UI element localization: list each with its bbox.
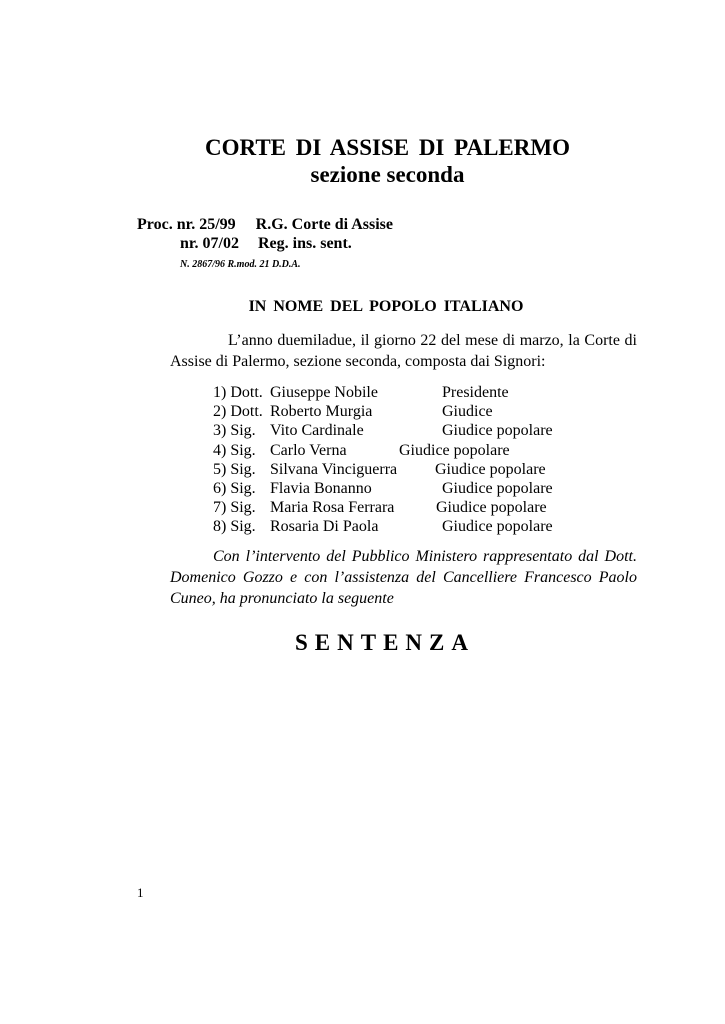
member-index: 2) Dott. xyxy=(213,403,263,421)
member-index: 6) Sig. xyxy=(213,479,256,497)
sentence-number: nr. 07/02 xyxy=(180,235,239,252)
proceeding-number: Proc. nr. 25/99 xyxy=(137,216,236,233)
intervention-paragraph: Con l’intervento del Pubblico Ministero rappresentato dal Dott. Domenico Gozzo e con l’assistenza del Cancelliere Francesco Paolo Cuneo, ha pronunciato la seguente xyxy=(170,548,637,607)
member-name: Silvana Vinciguerra xyxy=(270,460,398,478)
member-role: Giudice popolare xyxy=(442,479,553,497)
verdict-heading: SENTENZA xyxy=(295,630,475,655)
member-name: Flavia Bonanno xyxy=(270,479,372,497)
member-index: 3) Sig. xyxy=(213,422,256,440)
member-name: Carlo Verna xyxy=(270,441,347,459)
member-name: Giuseppe Nobile xyxy=(270,384,378,401)
member-role: Giudice xyxy=(442,403,493,421)
member-index: 1) Dott. xyxy=(213,384,263,401)
member-index: 5) Sig. xyxy=(213,460,256,478)
court-section: sezione seconda xyxy=(310,162,465,187)
member-role: Giudice popolare xyxy=(442,518,553,536)
member-role: Presidente xyxy=(442,384,509,401)
member-role: Giudice popolare xyxy=(436,499,547,517)
member-index: 7) Sig. xyxy=(213,499,256,517)
proceeding-reference: N. 2867/96 R.mod. 21 D.D.A. xyxy=(180,259,301,270)
member-name: Rosaria Di Paola xyxy=(270,518,379,536)
member-name: Roberto Murgia xyxy=(270,403,373,421)
member-index: 8) Sig. xyxy=(213,518,256,536)
member-role: Giudice popolare xyxy=(442,422,553,440)
member-role: Giudice popolare xyxy=(435,460,546,478)
proceeding-line-1 xyxy=(137,216,393,234)
member-name: Vito Cardinale xyxy=(270,422,364,440)
people-formula: IN NOME DEL POPOLO ITALIANO xyxy=(248,298,524,315)
intro-paragraph: L’anno duemiladue, il giorno 22 del mese di marzo, la Corte di Assise di Palermo, sezione seconda, composta dai Signori: xyxy=(170,332,637,370)
proceeding-registry: R.G. Corte di Assise xyxy=(255,216,393,233)
page-number: 1 xyxy=(137,885,144,900)
proceeding-line-2 xyxy=(180,235,352,253)
sentence-registry: Reg. ins. sent. xyxy=(257,235,352,252)
member-index: 4) Sig. xyxy=(213,441,256,459)
court-title: CORTE DI ASSISE DI PALERMO xyxy=(205,135,570,160)
member-name: Maria Rosa Ferrara xyxy=(270,499,395,517)
member-role: Giudice popolare xyxy=(399,441,510,459)
